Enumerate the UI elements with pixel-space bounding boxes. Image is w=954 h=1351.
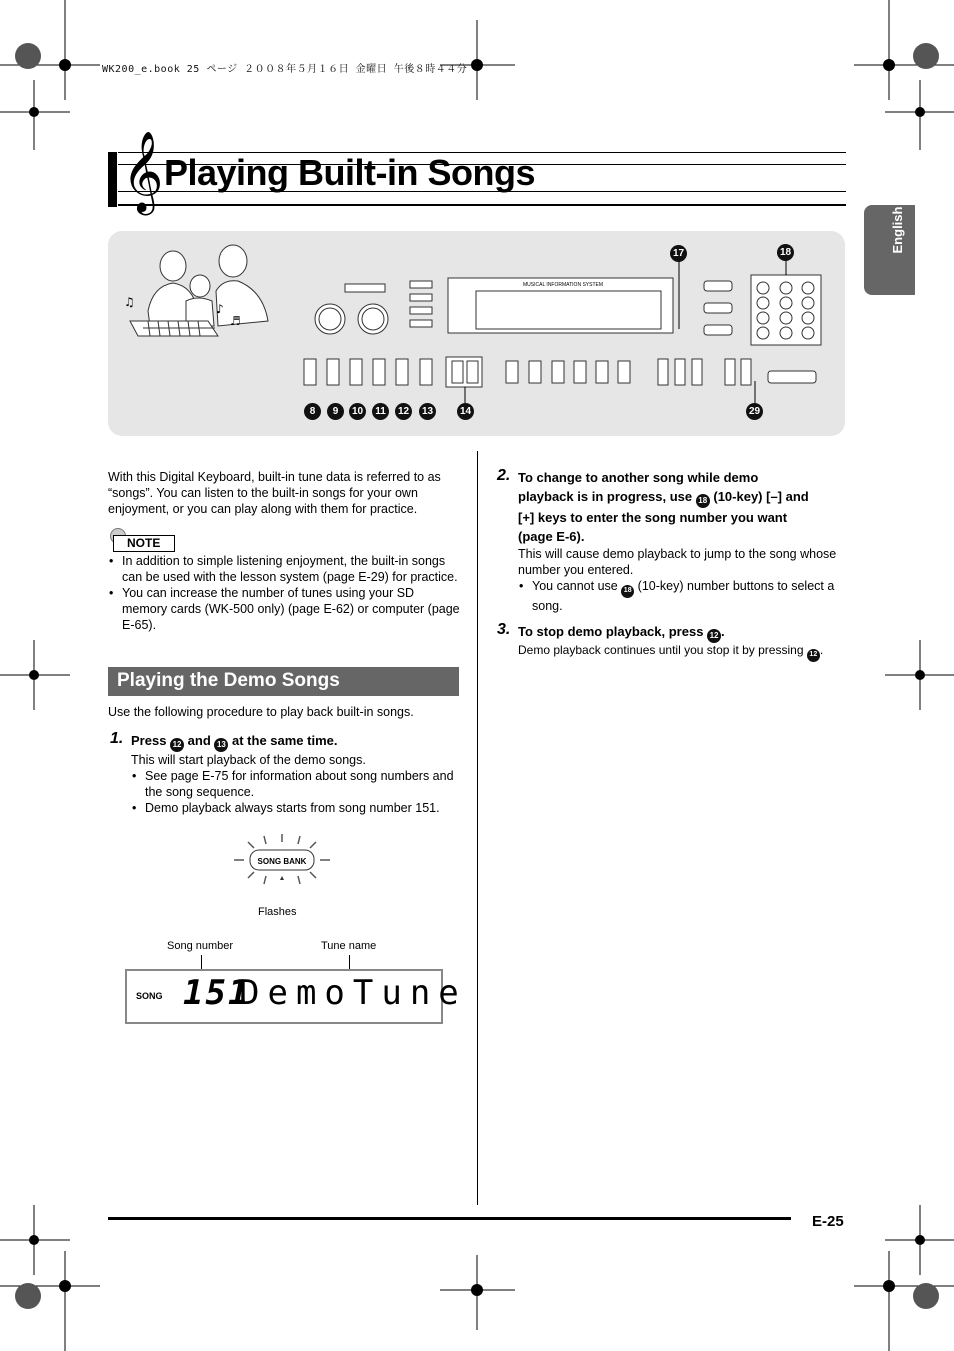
- step-2-description: This will cause demo playback to jump to the song whose number you entered.: [518, 547, 837, 577]
- callout-18: 18: [621, 585, 634, 598]
- lcd-tune-name: DemoTune: [239, 973, 467, 1013]
- staff-line: [118, 204, 846, 206]
- lcd-song-indicator: SONG: [136, 991, 163, 1001]
- treble-clef-icon: 𝄞: [122, 130, 164, 212]
- step-1-description: This will start playback of the demo songs.: [131, 753, 366, 767]
- callout-12: 12: [170, 738, 184, 752]
- callout-10: 10: [349, 403, 366, 420]
- section-heading: Playing the Demo Songs: [108, 667, 459, 696]
- step-2-instruction: [518, 468, 848, 546]
- callout-17: 17: [670, 245, 687, 262]
- lcd-song-number: 151: [183, 973, 251, 1013]
- step-2-bullet: • You cannot use 18 (10-key) number buttons to select a song.: [518, 578, 848, 614]
- step-2-line: playback is in progress, use 18 (10-key) [–] and: [518, 487, 848, 508]
- language-tab-label: English: [890, 206, 905, 254]
- callout-9: 9: [327, 403, 344, 420]
- panel-drawing: [108, 231, 845, 436]
- display-label: MUSICAL INFORMATION SYSTEM: [523, 282, 604, 288]
- note-list: [108, 553, 460, 633]
- intro-paragraph: With this Digital Keyboard, built-in tune data is referred to as “songs”. You can listen to the built-in songs for your own enjoyment, or you can play along with them for practice.: [108, 470, 441, 516]
- callout-8: 8: [304, 403, 321, 420]
- language-tab: [864, 205, 915, 295]
- keyboard-panel-illustration: [108, 231, 845, 436]
- step-2-line: [+] keys to enter the song number you want: [518, 509, 788, 525]
- step-3-description: Demo playback continues until you stop it by pressing 12 .: [518, 642, 858, 662]
- callout-11: 11: [372, 403, 389, 420]
- header-meta: WK200_e.book 25 ページ ２００８年５月１６日 金曜日 午後８時４４分: [102, 64, 468, 75]
- note-item: • You can increase the number of tunes using your SD memory cards (WK-500 only) (page E-62) or computer (page E-65).: [108, 585, 460, 633]
- lcd-display: [125, 969, 467, 1024]
- step-1-instruction: Press 12 and 13 at the same time.: [131, 731, 461, 752]
- step-3-instruction: To stop demo playback, press 12 .: [518, 622, 848, 643]
- step-1-bullet: • See page E-75 for information about song numbers and the song sequence.: [131, 768, 461, 800]
- page-title: Playing Built-in Songs: [164, 152, 536, 193]
- footer-rule: [108, 1217, 791, 1220]
- step-2-line: To change to another song while demo: [518, 470, 759, 485]
- song-bank-flash-icon: [234, 832, 330, 888]
- step-2-line: (page E-6).: [518, 528, 585, 544]
- callout-18: 18: [696, 494, 710, 508]
- step-1-number: 1.: [110, 730, 124, 747]
- flashes-label: Flashes: [258, 906, 297, 918]
- note-item: • In addition to simple listening enjoyment, the built-in songs can be used with the lesson system (page E-29) for practice.: [108, 553, 460, 585]
- column-divider: [477, 451, 478, 1205]
- step-1-bullet: • Demo playback always starts from song number 151.: [131, 800, 461, 816]
- callout-13: 13: [419, 403, 436, 420]
- svg-text:♫: ♫: [124, 295, 135, 309]
- step-2-number: 2.: [497, 467, 511, 484]
- callout-13: 13: [214, 738, 228, 752]
- step-1-detail: [131, 752, 461, 816]
- callout-18: 18: [777, 244, 794, 261]
- step-2-detail: [518, 546, 848, 614]
- callout-29: 29: [746, 403, 763, 420]
- svg-text:♪: ♪: [216, 302, 224, 316]
- title-bar: [108, 152, 117, 207]
- note-label: NOTE: [113, 535, 175, 552]
- svg-text:♬: ♬: [230, 314, 241, 328]
- callout-12: 12: [807, 649, 820, 662]
- section-intro: Use the following procedure to play back built-in songs.: [108, 705, 414, 719]
- song-number-label: Song number: [167, 940, 234, 952]
- page-number: E-25: [812, 1213, 844, 1230]
- callout-12: 12: [395, 403, 412, 420]
- callout-12: 12: [707, 629, 721, 643]
- callout-14: 14: [457, 403, 474, 420]
- step-3-number: 3.: [497, 621, 511, 638]
- tune-name-label: Tune name: [321, 940, 377, 952]
- song-bank-label: SONG BANK: [257, 857, 307, 866]
